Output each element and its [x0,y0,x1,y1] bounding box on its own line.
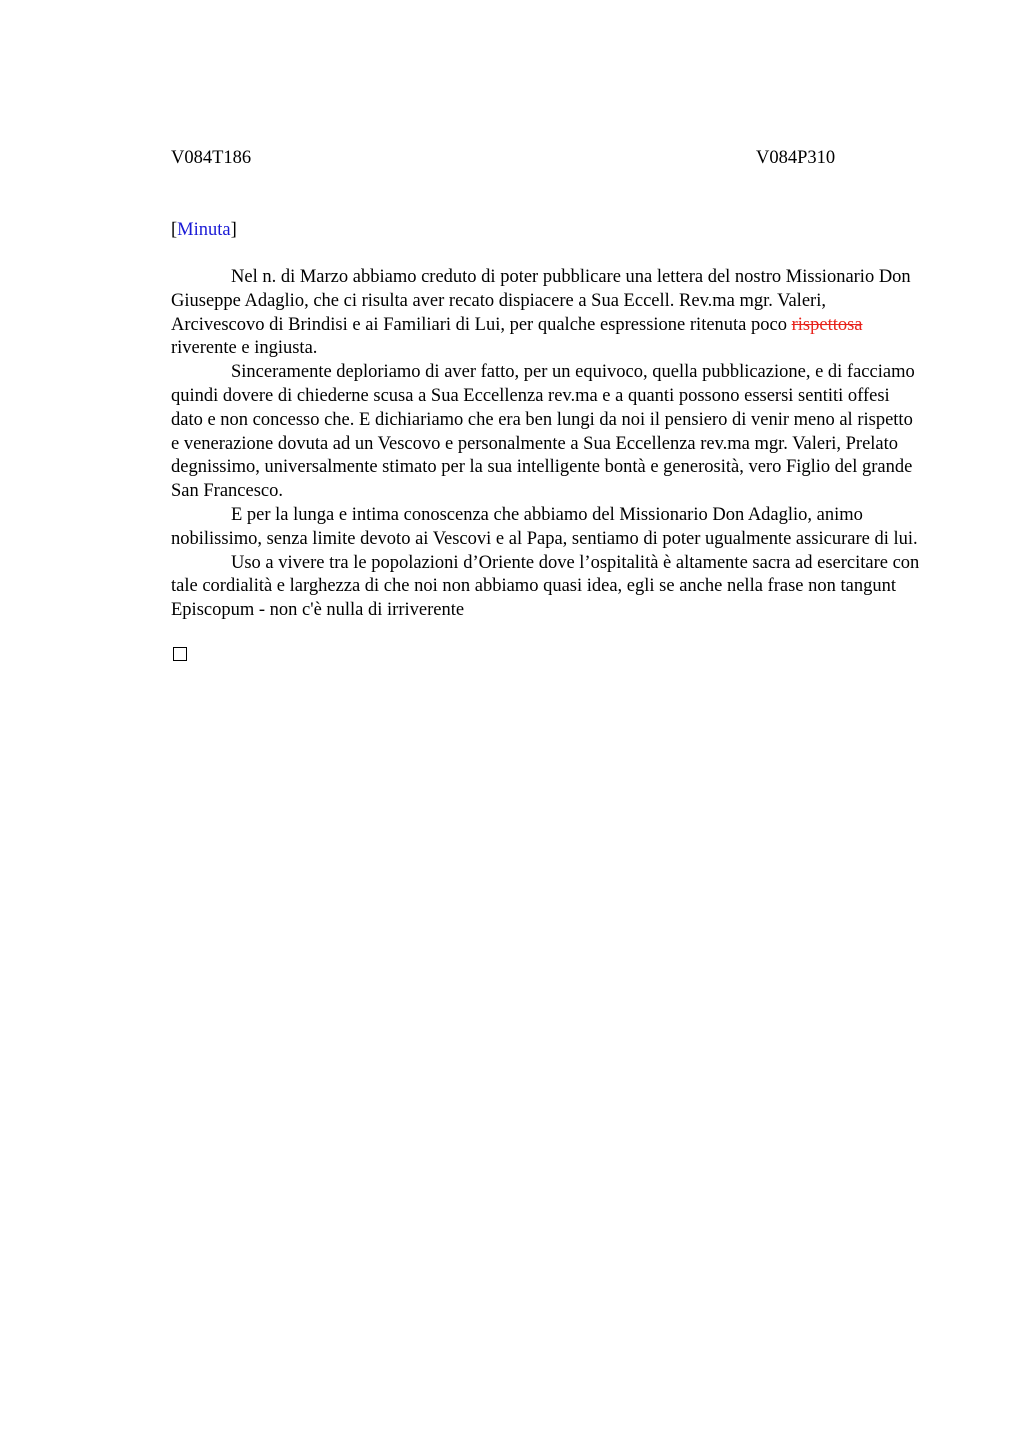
paragraph-1-text-before: Nel n. di Marzo abbiamo creduto di poter pubblicare una lettera del nostro Missionario Don Giuseppe Adaglio, che ci risulta aver recato dispiacere a Sua Eccell. Rev.ma mgr. Valeri, Arcivescovo di Brindisi e ai Familiari di Lui, per qualche espressione ritenuta poco [171,267,911,335]
struck-word: rispettosa [791,314,863,335]
paragraph-2: Sinceramente deploriamo di aver fatto, per un equivoco, quella pubblicazione, e di facciamo quindi dovere di chiederne scusa a Sua Eccellenza rev.ma e a quanti possono essersi sentiti offesi dato e non concesso che. E dichiariamo che era ben lungi da noi il pensiero di venir meno al rispetto e venerazione dovuta ad un Vescovo e personalmente a Sua Eccellenza rev.ma mgr. Valeri, Prelato degnissimo, universalmente stimato per la sua intelligente bontà e generosità, vero Figlio del grande San Francesco. [171,362,915,502]
empty-checkbox-glyph [173,647,187,661]
minuta-note [171,218,923,242]
paragraph-3: E per la lunga e intima conoscenza che abbiamo del Missionario Don Adaglio, animo nobilissimo, senza limite devoto ai Vescovi e al Papa, sentiamo di poter ugualmente assicurare di lui. [171,504,918,549]
bracket-close: ] [230,220,237,240]
paragraph-4: Uso a vivere tra le popolazioni d’Oriente dove l’ospitalità è altamente sacra ad esercitare con tale cordialità e larghezza di che noi non abbiamo quasi idea, egli se anche nella frase non tangunt Episcopum - non c'è nulla di irriverente [171,552,920,621]
header-row [171,146,923,170]
paragraph-1-text-after: riverente e ingiusta. [171,338,318,359]
minuta-label: Minuta [177,220,231,240]
document-code-right: V084P310 [756,148,836,168]
paragraph-1 [171,266,923,361]
document-page [171,146,923,661]
bracket-open: [ [171,220,178,240]
document-code-left: V084T186 [171,148,252,168]
letter-body [171,266,923,623]
